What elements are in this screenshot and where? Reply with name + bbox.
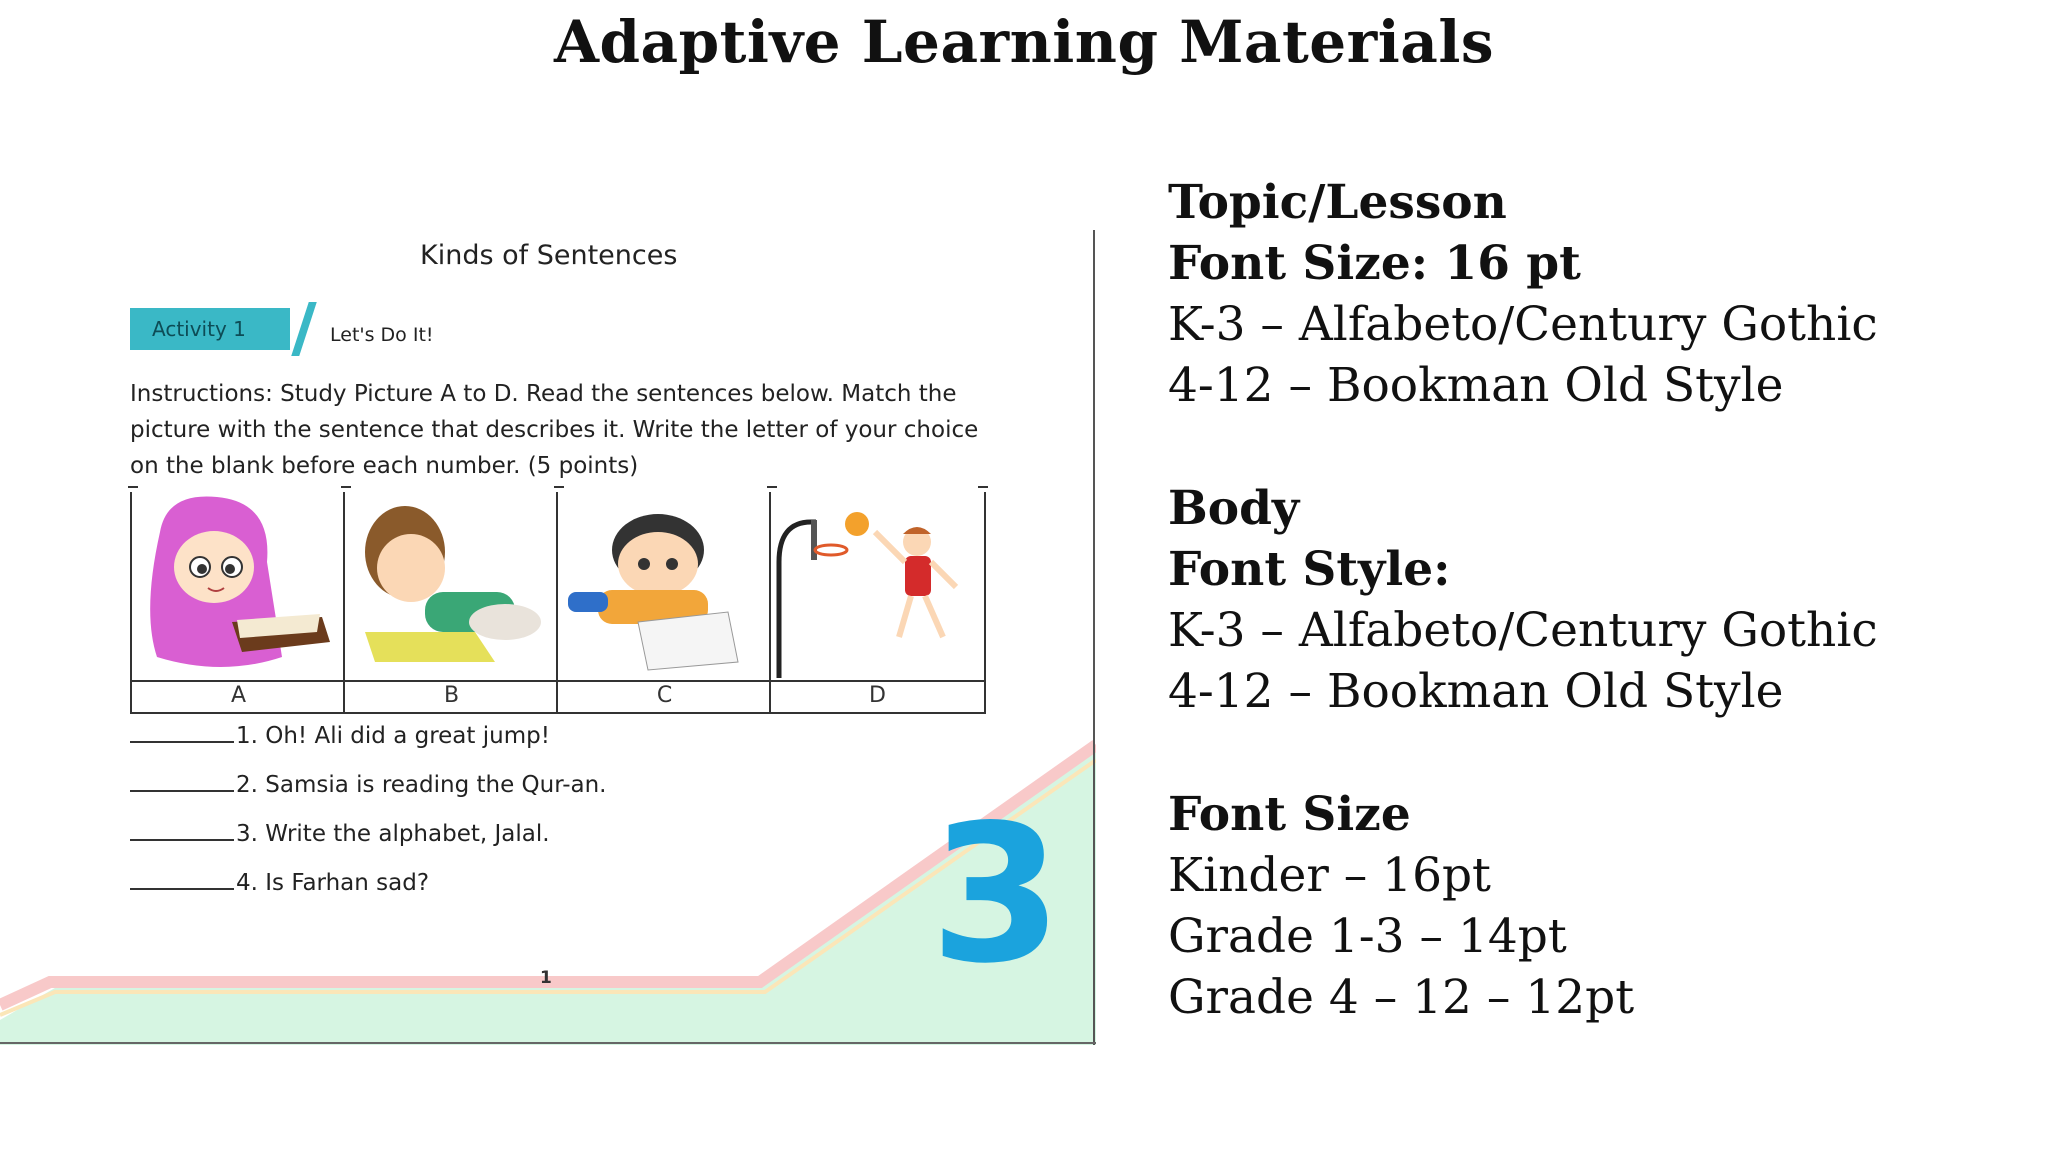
picture-table	[130, 492, 986, 714]
page-number: 1	[540, 968, 552, 988]
activity-tab: Activity 1	[130, 308, 290, 350]
body-line: 4-12 – Bookman Old Style	[1168, 664, 1784, 719]
worksheet-instructions: Instructions: Study Picture A to D. Read the sentences below. Match the picture with the sentence that describes it. Write the letter of your choice on the blank before each number. (5 points)	[130, 381, 979, 479]
grade-number: 3	[930, 784, 1063, 1005]
sentence-text: 2. Samsia is reading the Qur-an.	[236, 772, 607, 798]
worksheet-title: Kinds of Sentences	[420, 240, 678, 271]
picture-label-d: D	[869, 683, 886, 708]
body-subheading: Font Style:	[1168, 542, 1451, 597]
boy-lying-illustration	[345, 492, 556, 678]
worksheet-right-border	[1093, 230, 1095, 1045]
font-size-block	[1168, 784, 2028, 1028]
sentence-list	[130, 712, 607, 908]
picture-label-b: B	[443, 683, 460, 708]
sentence-text: 4. Is Farhan sad?	[236, 870, 430, 896]
sentence-item	[130, 859, 607, 908]
sentence-item	[130, 761, 607, 810]
body-line: K-3 – Alfabeto/Century Gothic	[1168, 603, 1878, 658]
topic-line: 4-12 – Bookman Old Style	[1168, 358, 1784, 413]
font-size-heading: Font Size	[1168, 787, 1411, 842]
body-block	[1168, 478, 2028, 722]
sentence-item	[130, 712, 607, 761]
topic-line: K-3 – Alfabeto/Century Gothic	[1168, 297, 1878, 352]
answer-blank	[130, 762, 234, 792]
worksheet-image	[0, 230, 1096, 1045]
picture-label-c: C	[656, 683, 673, 708]
sentence-text: 3. Write the alphabet, Jalal.	[236, 821, 550, 847]
answer-blank	[130, 811, 234, 841]
font-size-line: Grade 4 – 12 – 12pt	[1168, 970, 1635, 1025]
sentence-text: 1. Oh! Ali did a great jump!	[236, 723, 550, 749]
body-heading: Body	[1168, 481, 1300, 536]
topic-lesson-block	[1168, 172, 2028, 416]
picture-cell-d	[771, 492, 984, 712]
slide-title: Adaptive Learning Materials	[553, 8, 1495, 76]
font-size-line: Grade 1-3 – 14pt	[1168, 909, 1567, 964]
picture-cell-b	[345, 492, 558, 712]
sentence-item	[130, 810, 607, 859]
lets-do-label: Let's Do It!	[330, 324, 434, 346]
worksheet-bottom-border	[0, 1042, 1096, 1044]
girl-reading-illustration	[132, 492, 343, 678]
picture-cell-c	[558, 492, 771, 712]
answer-blank	[130, 860, 234, 890]
topic-heading: Topic/Lesson	[1168, 175, 1507, 230]
guidelines-panel	[1168, 172, 2028, 1090]
boy-writing-illustration	[558, 492, 769, 678]
font-size-line: Kinder – 16pt	[1168, 848, 1491, 903]
topic-subheading: Font Size: 16 pt	[1168, 236, 1581, 291]
boy-basketball-illustration	[771, 492, 982, 678]
answer-blank	[130, 713, 234, 743]
picture-label-a: A	[230, 683, 247, 708]
picture-cell-a	[132, 492, 345, 712]
